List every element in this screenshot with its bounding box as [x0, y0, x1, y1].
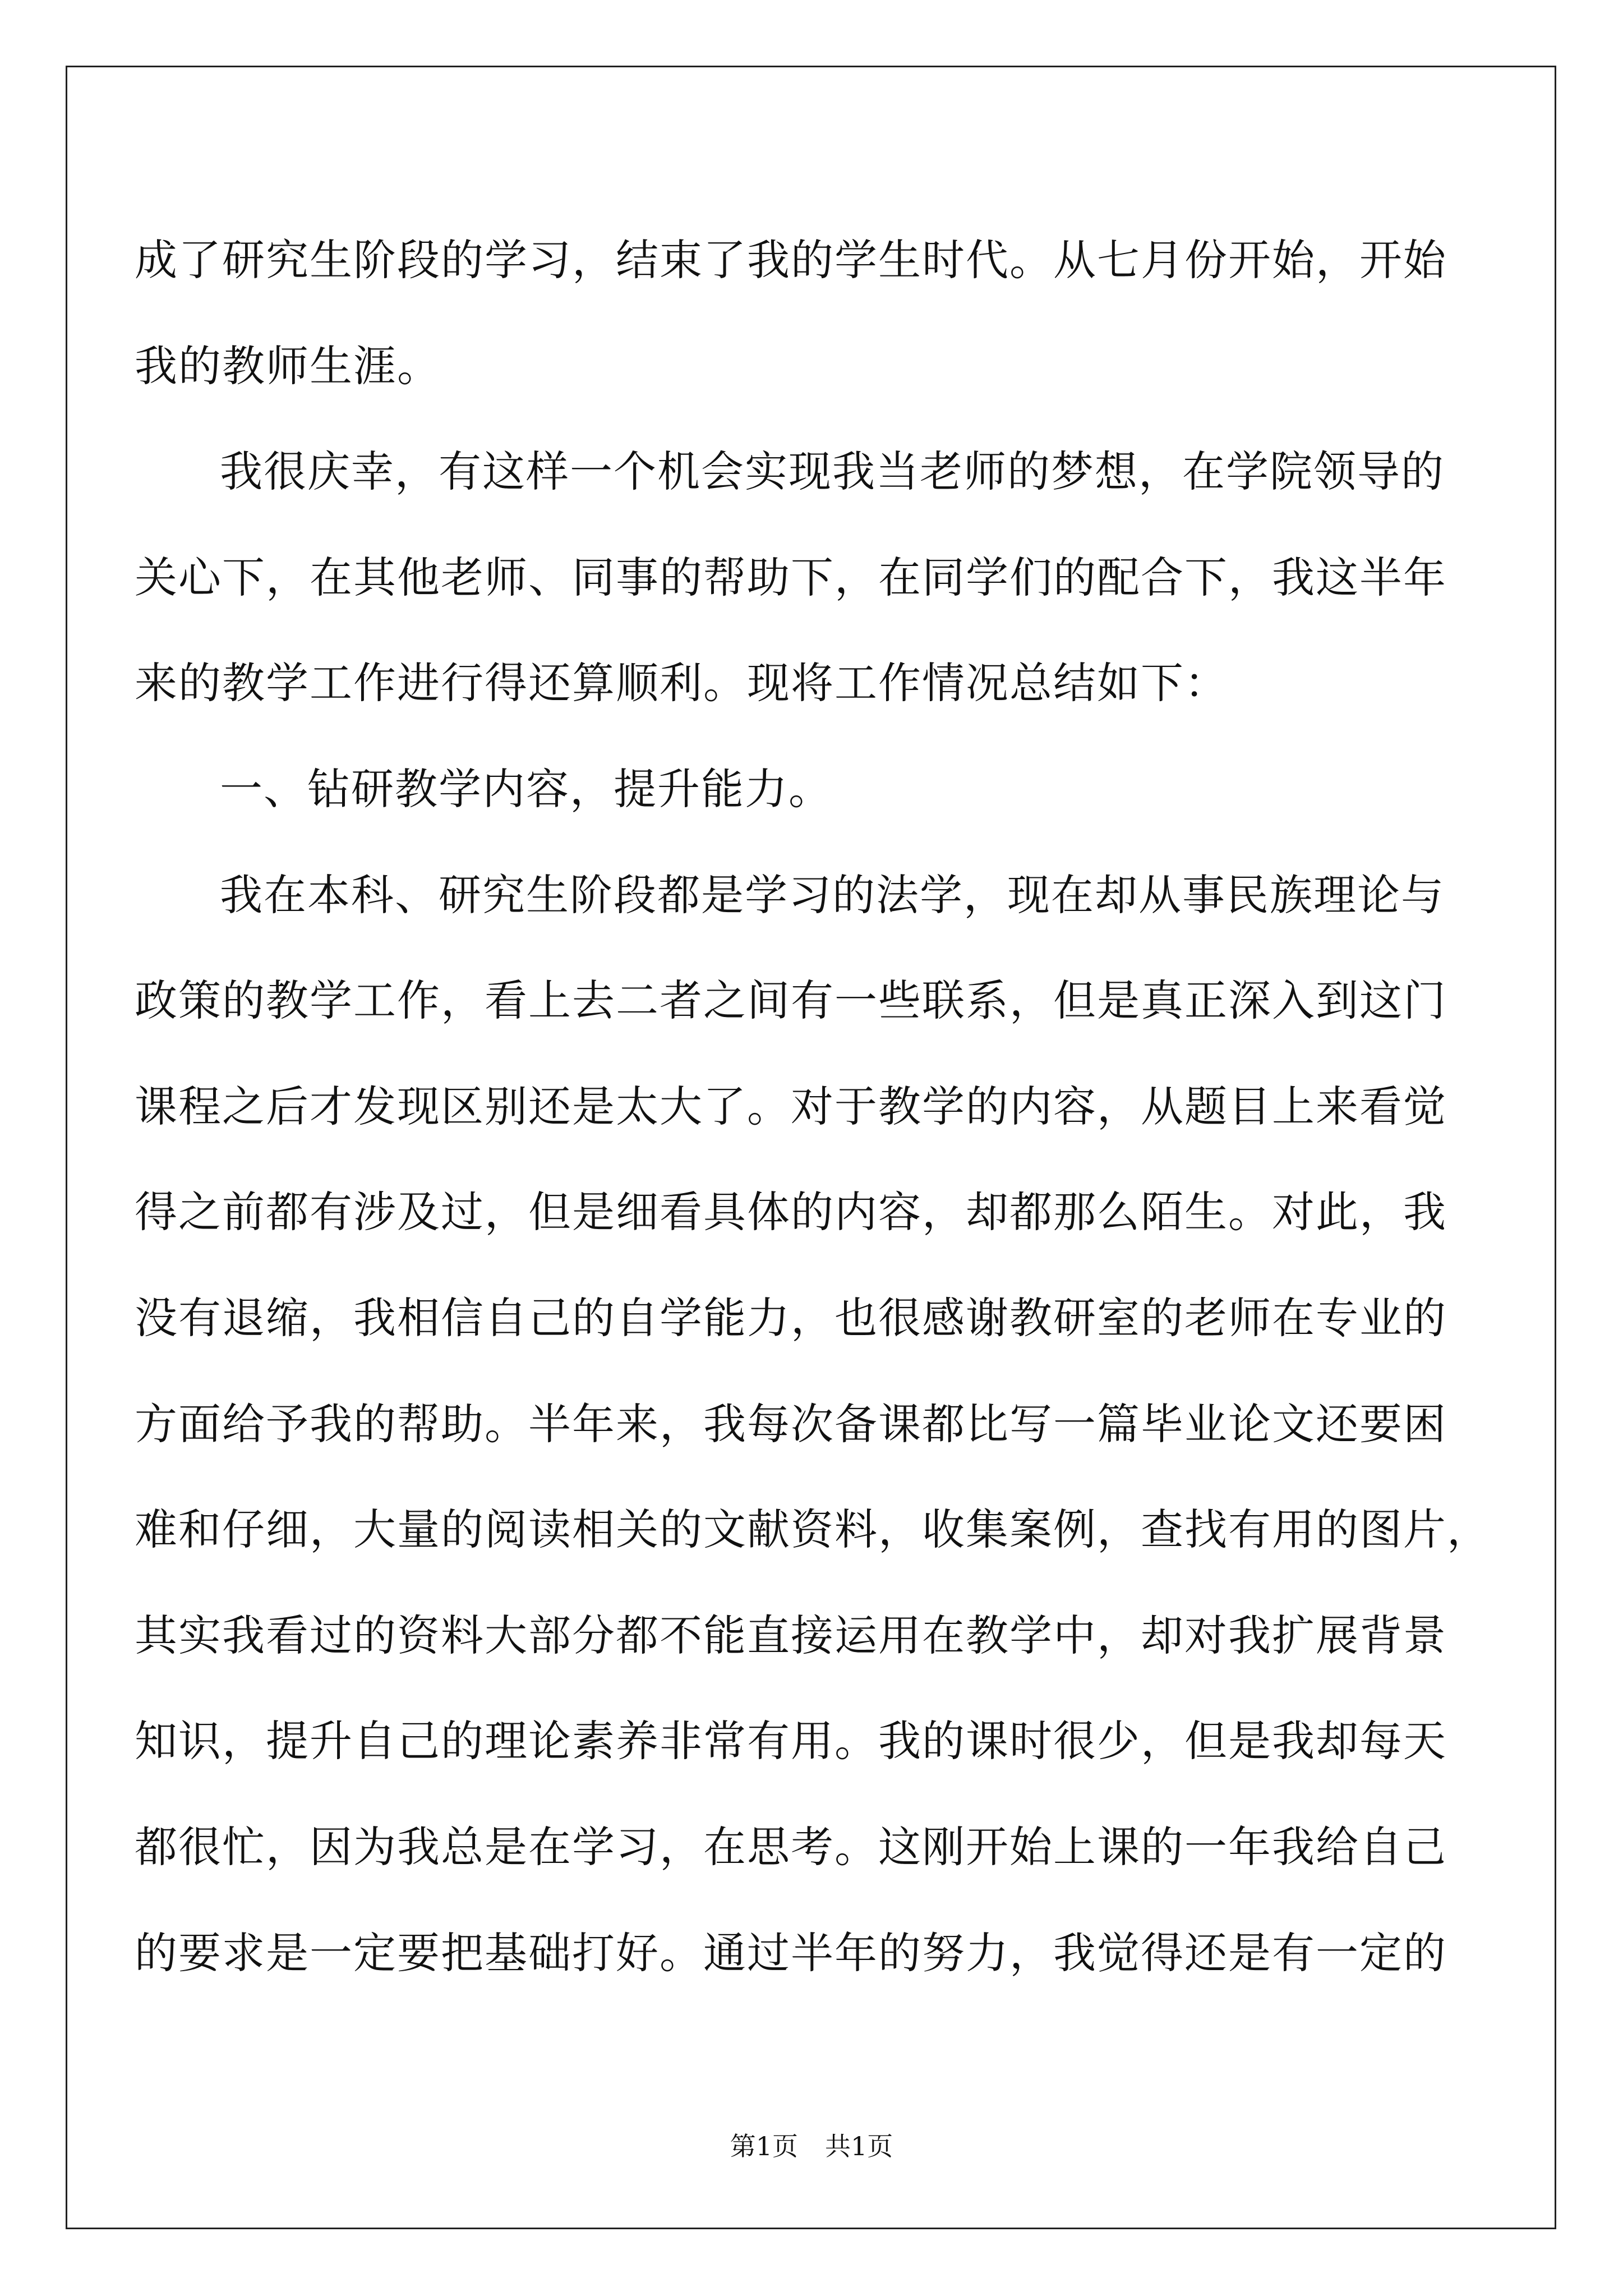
text-line: 课程之后才发现区别还是太大了。对于教学的内容，从题目上来看觉 — [135, 1081, 1447, 1131]
text-line: 我很庆幸，有这样一个机会实现我当老师的梦想，在学院领导的 — [220, 447, 1445, 497]
text-line: 一、钻研教学内容，提升能力。 — [220, 763, 832, 814]
text-line: 我的教师生涯。 — [135, 341, 441, 391]
text-line: 没有退缩，我相信自己的自学能力，也很感谢教研室的老师在专业的 — [135, 1292, 1447, 1343]
text-line: 知识，提升自己的理论素养非常有用。我的课时很少，但是我却每天 — [135, 1716, 1447, 1766]
section-heading — [135, 737, 1447, 843]
paragraph-2 — [135, 419, 1447, 737]
text-line: 成了研究生阶段的学习，结束了我的学生时代。从七月份开始，开始 — [135, 235, 1447, 285]
text-line: 来的教学工作进行得还算顺利。现将工作情况总结如下： — [135, 658, 1228, 708]
text-line: 的要求是一定要把基础打好。通过半年的努力，我觉得还是有一定的 — [135, 1927, 1447, 1978]
document-body — [135, 208, 1491, 2006]
text-line: 方面给予我的帮助。半年来，我每次备课都比写一篇毕业论文还要困 — [135, 1398, 1447, 1449]
text-line: 其实我看过的资料大部分都不能直接运用在教学中，却对我扩展背景 — [135, 1610, 1447, 1660]
text-line: 得之前都有涉及过，但是细看具体的内容，却都那么陌生。对此，我 — [135, 1187, 1447, 1237]
paragraph-1 — [135, 208, 1447, 419]
text-line: 我在本科、研究生阶段都是学习的法学，现在却从事民族理论与 — [220, 869, 1445, 920]
text-line: 政策的教学工作，看上去二者之间有一些联系，但是真正深入到这门 — [135, 976, 1447, 1026]
page-number-total: 共1页 — [825, 2131, 893, 2161]
text-line: 关心下，在其他老师、同事的帮助下，在同学们的配合下，我这半年 — [135, 552, 1447, 602]
page-number-current: 第1页 — [730, 2131, 798, 2161]
text-line: 难和仔细，大量的阅读相关的文献资料，收集案例，查找有用的图片， — [135, 1504, 1491, 1555]
page-footer — [0, 2131, 1623, 2162]
paragraph-3 — [135, 843, 1491, 2007]
text-line: 都很忙，因为我总是在学习，在思考。这刚开始上课的一年我给自己 — [135, 1821, 1447, 1872]
